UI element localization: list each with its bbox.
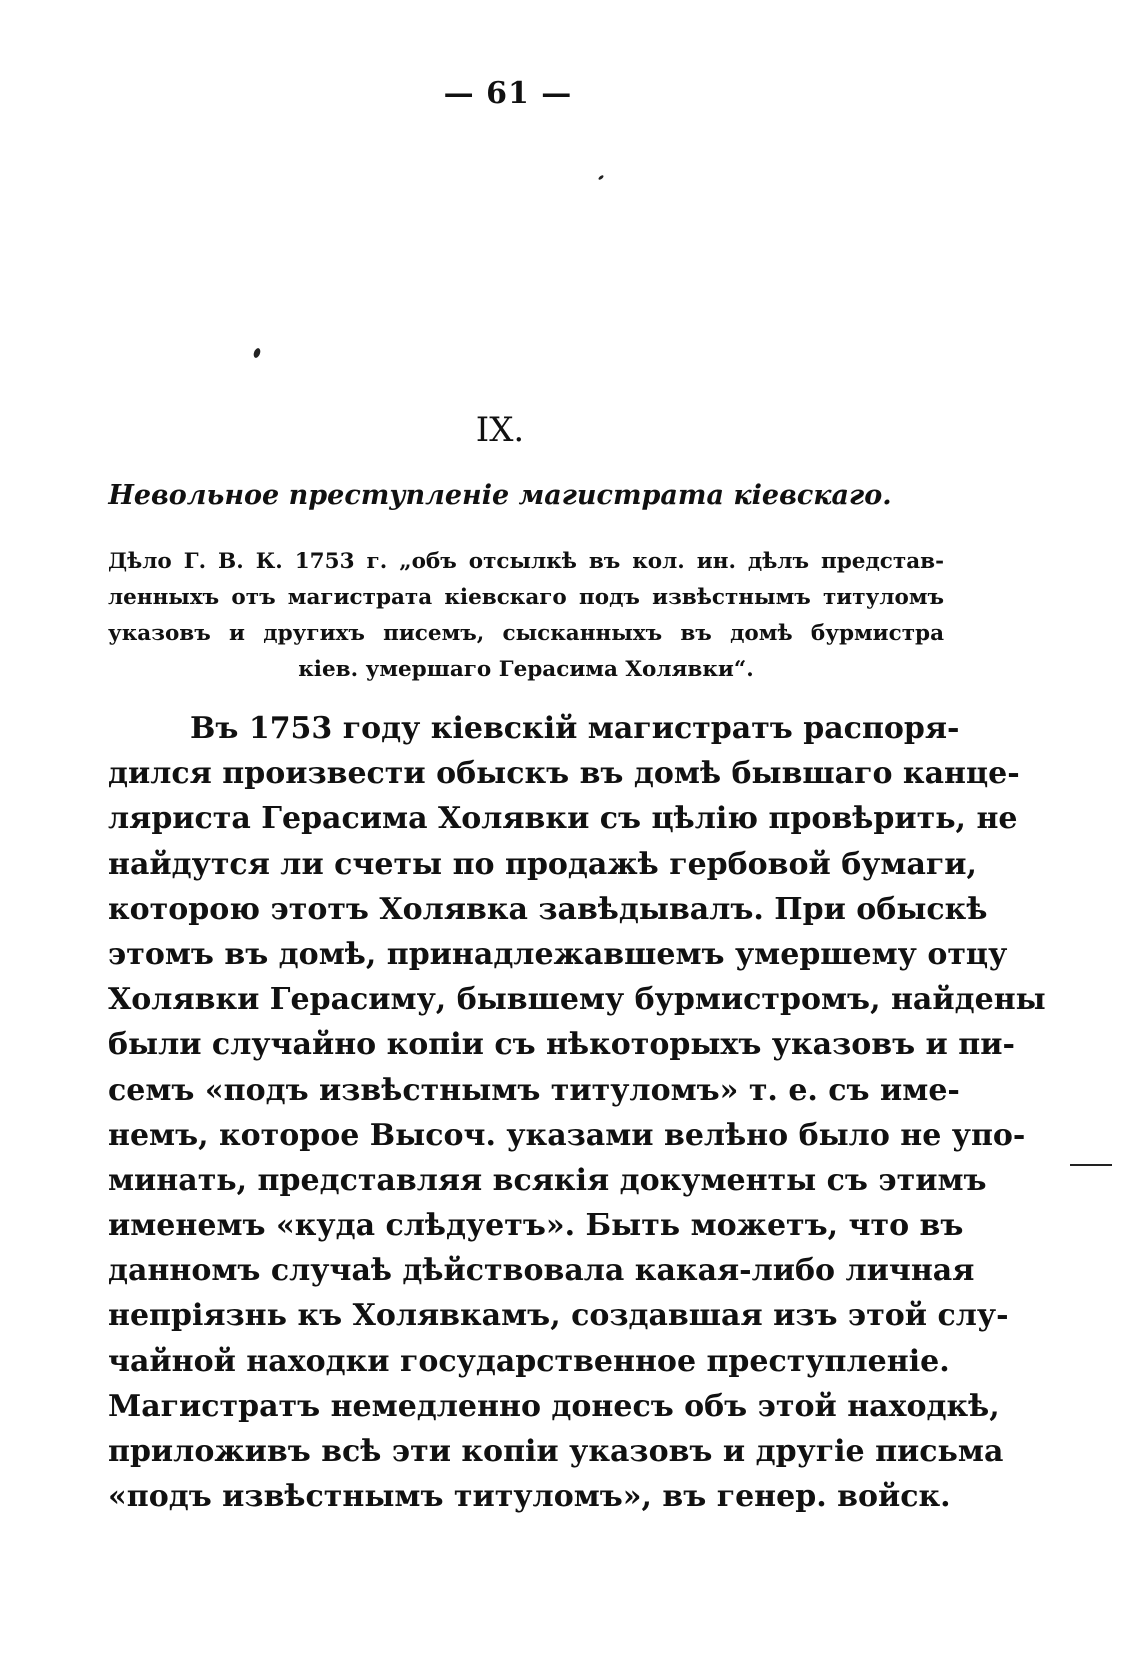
body-line: Холявки Герасиму, бывшему бурмистромъ, найдены — [108, 982, 1046, 1018]
page-number: — 61 — — [443, 76, 573, 111]
body-line: чайной находки государственное преступленіе. — [108, 1343, 950, 1379]
body-line: Въ 1753 году кіевскій магистратъ распоря- — [190, 711, 960, 746]
body-line: семъ «подъ извѣстнымъ титуломъ» т. е. съ име- — [108, 1072, 960, 1108]
body-line: минать, представляя всякія документы съ этимъ — [108, 1162, 987, 1198]
body-line: непріязнь къ Холявкамъ, создавшая изъ этой слу- — [108, 1298, 1009, 1334]
section-title: Невольное преступленіе магистрата кіевскаго. — [108, 480, 892, 511]
body-line: этомъ въ домѣ, принадлежавшемъ умершему отцу — [108, 936, 1008, 972]
body-line: данномъ случаѣ дѣйствовала какая-либо личная — [108, 1253, 975, 1289]
case-reference-line: указовъ и другихъ писемъ, сысканныхъ въ домѣ бурмистра — [108, 621, 944, 646]
body-line: Магистратъ немедленно донесъ объ этой находкѣ, — [108, 1388, 1000, 1424]
speck-mark — [252, 347, 261, 358]
body-line: ляриста Герасима Холявки съ цѣлію провѣрить, не — [108, 801, 1018, 837]
case-reference-line: ленныхъ отъ магистрата кіевскаго подъ извѣстнымъ титуломъ — [108, 585, 944, 610]
section-numeral: IX. — [475, 410, 525, 450]
body-line: которою этотъ Холявка завѣдывалъ. При обыскѣ — [108, 891, 988, 927]
speck-mark — [598, 174, 605, 180]
body-line: приложивъ всѣ эти копіи указовъ и другіе письма — [108, 1434, 1004, 1469]
case-reference — [108, 544, 944, 688]
case-reference-line: Дѣло Г. В. К. 1753 г. „объ отсылкѣ въ кол. ин. дѣлъ представ- — [108, 549, 944, 574]
body-line: были случайно копіи съ нѣкоторыхъ указовъ и пи- — [108, 1027, 1015, 1063]
margin-dash — [1070, 1164, 1112, 1166]
body-line: «подъ извѣстнымъ титуломъ», въ генер. войск. — [108, 1479, 951, 1515]
body-line: дился произвести обыскъ въ домѣ бывшаго канце- — [108, 756, 1020, 792]
body-line: немъ, которое Высоч. указами велѣно было не упо- — [108, 1117, 1026, 1153]
body-paragraph — [108, 706, 1046, 1519]
body-line: найдутся ли счеты по продажѣ гербовой бумаги, — [108, 846, 978, 882]
body-line: именемъ «куда слѣдуетъ». Быть можетъ, что въ — [108, 1208, 964, 1244]
case-reference-line: кіев. умершаго Герасима Холявки“. — [298, 657, 754, 682]
